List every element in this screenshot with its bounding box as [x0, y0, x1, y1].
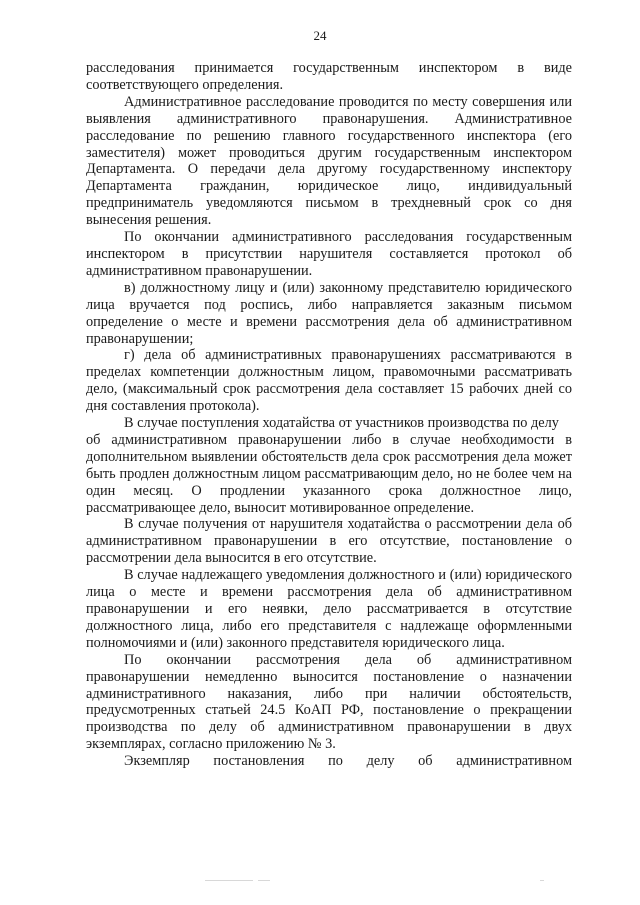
- paragraph-9: В случае надлежащего уведомления должностного и (или) юридического лица о месте и времени рассмотрения дела об административном правонарушении и его неявки, дело рассматривается в отсутствие должностного лица, либо его представителя с надлежаще оформленными полномочиями и (или) законного представителя юридического лица.: [86, 567, 572, 651]
- document-body: [86, 60, 572, 770]
- scan-speck: [258, 880, 270, 881]
- paragraph-4: в) должностному лицу и (или) законному представителю юридического лица вручается под роспись, либо направляется заказным письмом определение о месте и времени рассмотрения дела об административном правонарушении;: [86, 279, 572, 347]
- paragraph-10: По окончании рассмотрения дела об административном правонарушении немедленно выносится постановление о назначении административного наказания, либо при наличии обстоятельств, предусмотренных статьей 24.5 КоАП РФ, постановление о прекращении производства по делу об административном правонарушении в двух экземплярах, согласно приложению № 3.: [86, 651, 572, 753]
- paragraph-3: По окончании административного расследования государственным инспектором в присутствии нарушителя составляется протокол об административном правонарушении.: [86, 229, 572, 279]
- paragraph-5: г) дела об административных правонарушениях рассматриваются в пределах компетенции должностным лицом, правомочными рассматривать дело, (максимальный срок рассмотрения дела составляет 15 рабочих дней со дня составления протокола).: [86, 347, 572, 415]
- scan-speck: [205, 880, 253, 881]
- paragraph-7: об административном правонарушении либо в случае необходимости в дополнительном выявлении обстоятельств дела срок рассмотрения дела может быть продлен должностным лицом рассматривающим дело, но не более чем на один месяц. О продлении указанного срока должностное лицо, рассматривающее дело, выносит мотивированное определение.: [86, 431, 572, 516]
- paragraph-1: расследования принимается государственным инспектором в виде соответствующего определения.: [86, 60, 572, 93]
- paragraph-8: В случае получения от нарушителя ходатайства о рассмотрении дела об административном правонарушении в его отсутствие, постановление о рассмотрении дела выносится в его отсутствие.: [86, 516, 572, 567]
- paragraph-6: В случае поступления ходатайства от участников производства по делу: [124, 415, 559, 432]
- paragraph-11: Экземпляр постановления по делу об административном: [124, 753, 572, 770]
- page-number: 24: [313, 28, 327, 43]
- scan-speck: [540, 880, 544, 881]
- paragraph-2: Административное расследование проводится по месту совершения или выявления административного правонарушения. Административное расследование по решению главного государственного инспектора (его заместителя) может проводиться другим государственным инспектором Департамента. О передачи дела другому государственному инспектору Департамента гражданин, юридическое лицо, индивидуальный предприниматель уведомляются письмом в трехдневный срок со дня вынесения решения.: [86, 93, 572, 229]
